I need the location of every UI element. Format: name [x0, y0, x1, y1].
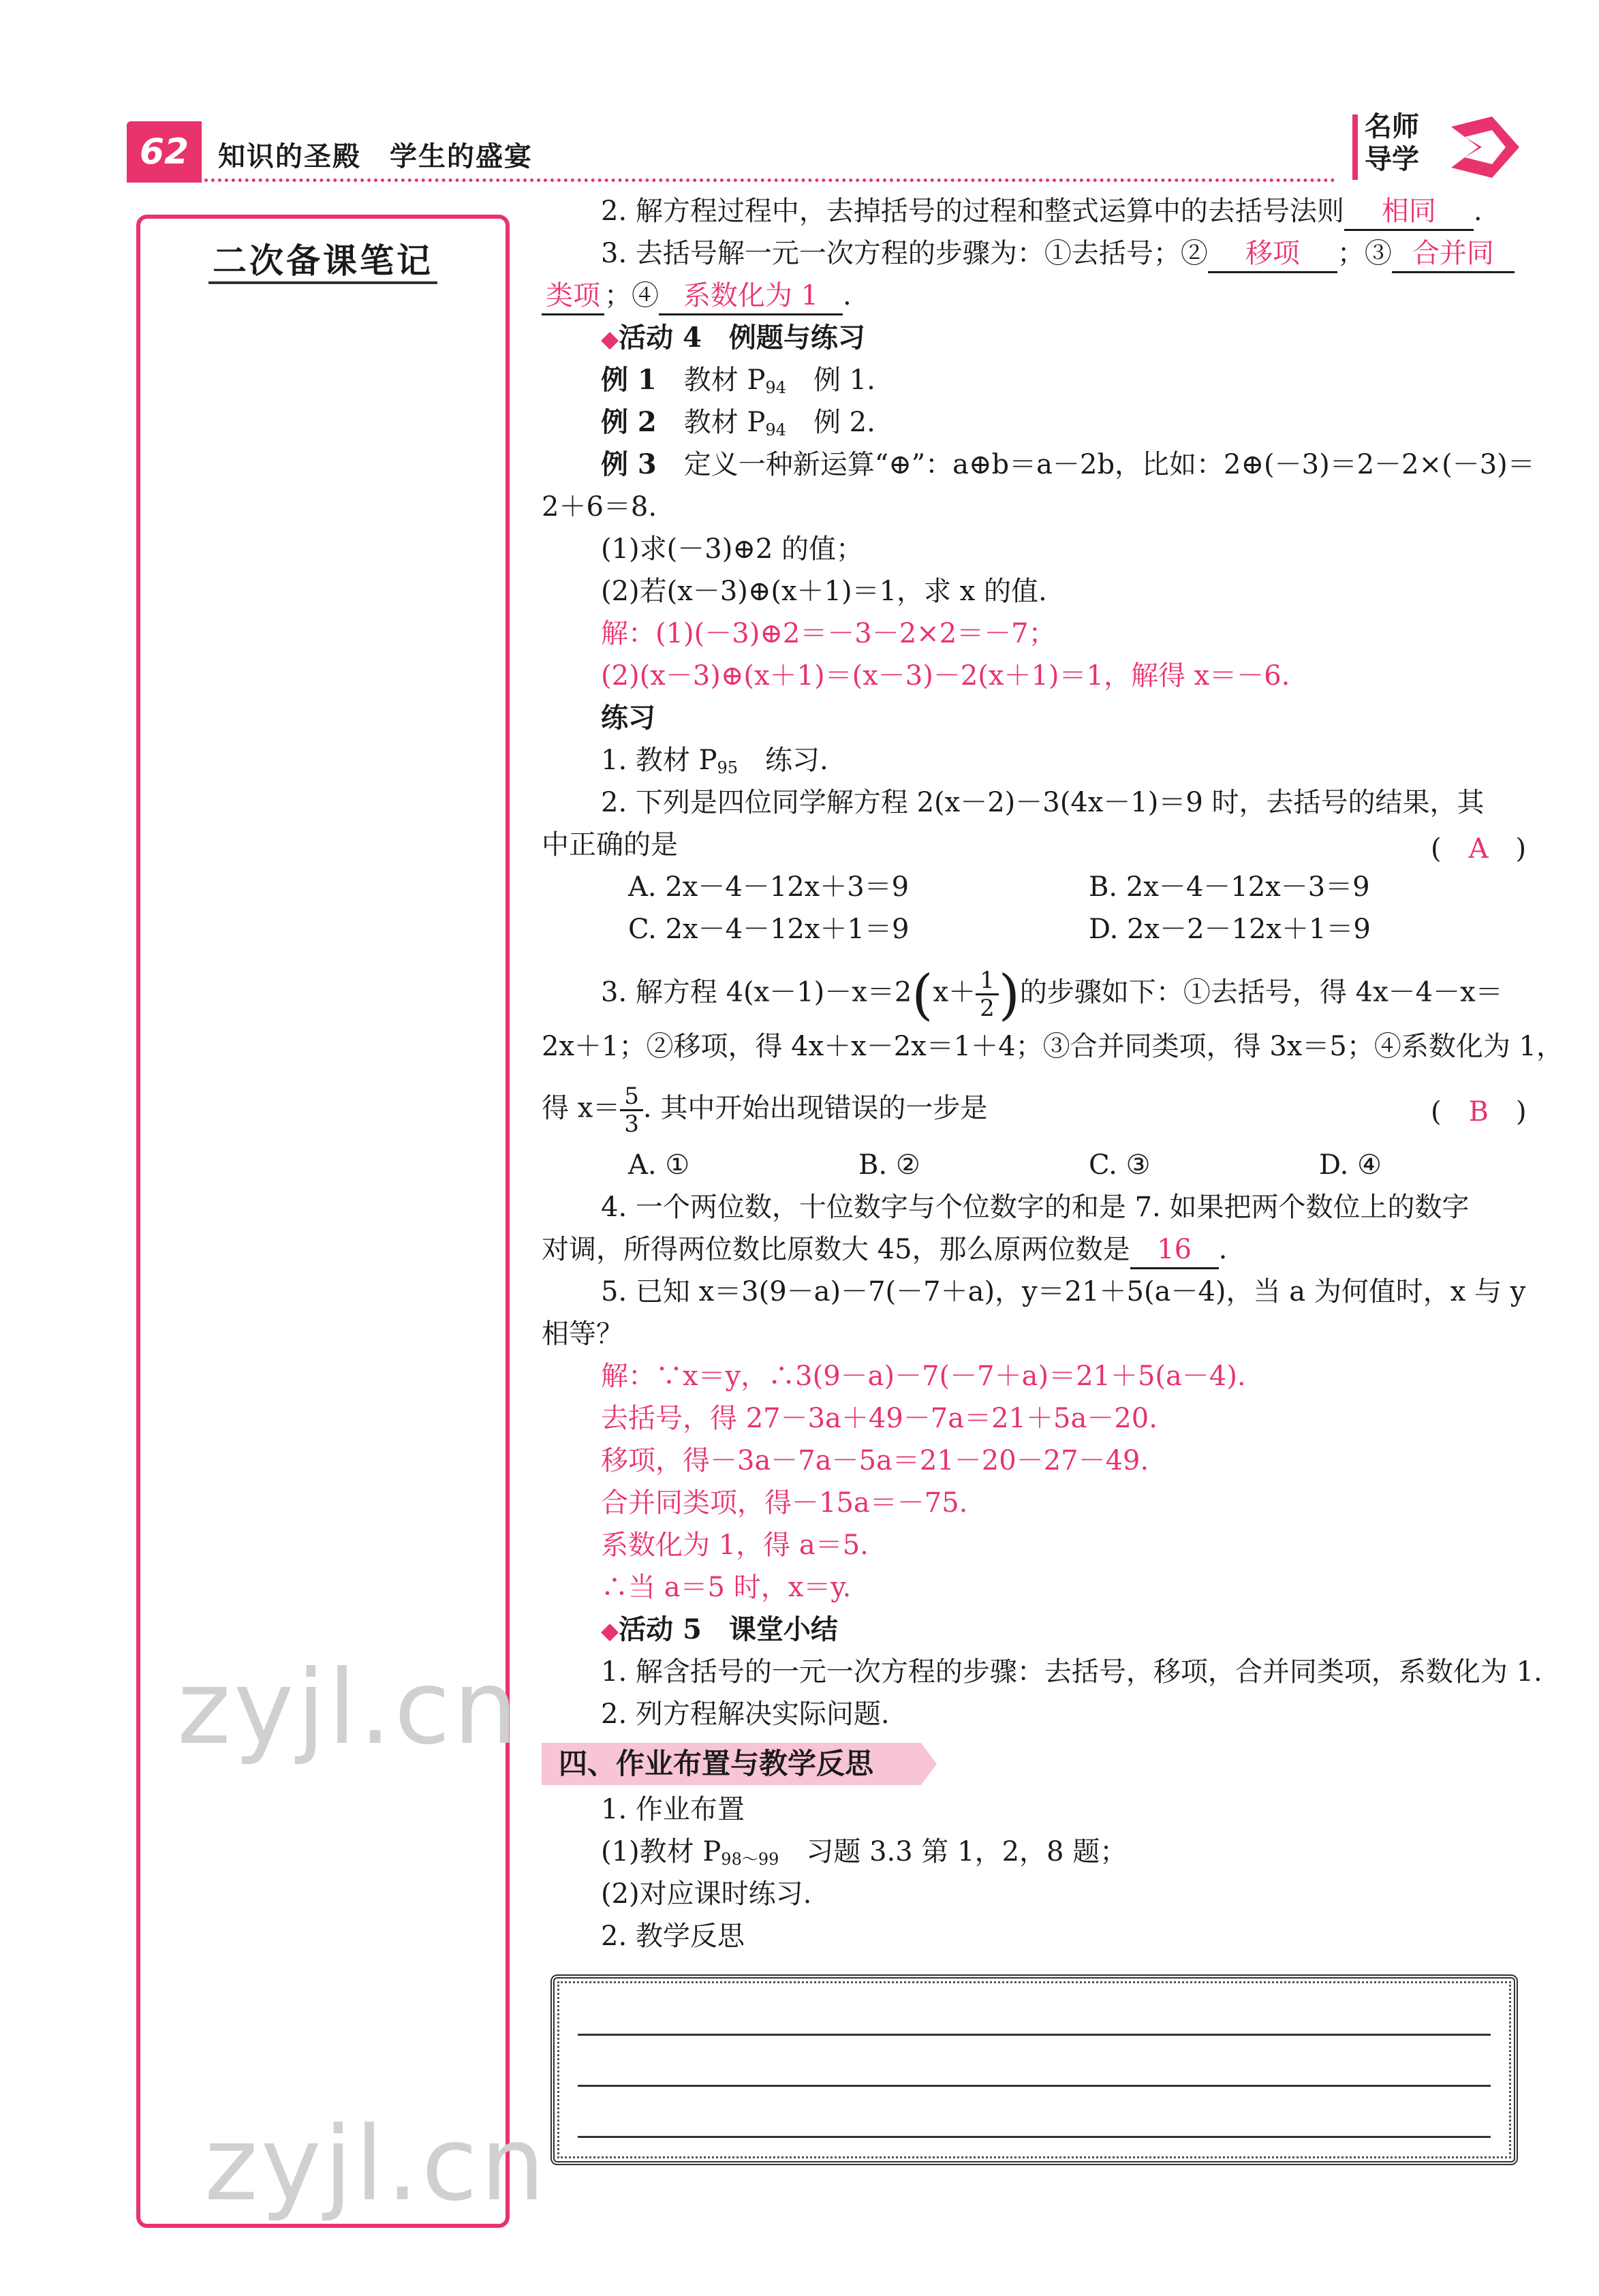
practice-heading: 练习 — [601, 702, 655, 734]
brand-line1: 名师 — [1365, 111, 1419, 142]
choice-d: D. 2x－2－12x＋1＝9 — [1089, 914, 1371, 945]
writing-line — [578, 2034, 1491, 2036]
practice-4-cont: 对调，所得两位数比原数大 45，那么原两位数是 16 . — [542, 1232, 1227, 1269]
practice-2-answer: ( A ) — [1431, 833, 1527, 865]
practice-3-line2: 2x＋1；②移项，得 4x＋x－2x＝1＋4；③合并同类项，得 3x＝5；④系数化为 1， — [542, 1031, 1564, 1062]
writing-line — [578, 2136, 1491, 2138]
blank-answer: 移项 — [1208, 236, 1337, 273]
watermark-2: zyjl.cn — [204, 2105, 548, 2224]
choice-b: B. 2x－4－12x－3＝9 — [1089, 871, 1370, 903]
choice-c: C. 2x－4－12x＋1＝9 — [628, 914, 910, 945]
homework-heading: 1. 作业布置 — [601, 1794, 745, 1825]
practice-3: 3. 解方程 4(x－1)－x＝2(x＋ $\frac{1}{2}$ )的步骤如下：①去括号，得 4x－4－x＝ — [601, 963, 1503, 1027]
diamond-icon: ◆ — [601, 1617, 619, 1645]
header-dotted-line — [204, 179, 1335, 182]
solution-line-5: 系数化为 1，得 a＝5. — [601, 1530, 869, 1561]
summary-1: 1. 解含括号的一元一次方程的步骤：去括号，移项，合并同类项，系数化为 1. — [601, 1656, 1542, 1688]
homework-item-1: (1)教材 $P_{98\sim 99}$ 习题 3.3 第 1，2，8 题； — [601, 1836, 1128, 1869]
practice-5: 5. 已知 x＝3(9－a)－7(－7＋a)，y＝21＋5(a－4)，当 a 为何值时，x 与 y — [601, 1276, 1526, 1307]
practice-3-answer: ( B ) — [1431, 1096, 1527, 1128]
blank-answer: 16 — [1130, 1232, 1219, 1269]
solution-line-3: 移项，得－3a－7a－5a＝21－20－27－49. — [601, 1445, 1149, 1476]
choice-d: D. ④ — [1319, 1149, 1382, 1181]
activity-4-heading: ◆活动 4 例题与练习 — [601, 322, 865, 354]
example-3-cont: 2＋6＝8. — [542, 491, 657, 523]
brand-line2: 导学 — [1365, 144, 1419, 175]
blank-answer: 类项 — [542, 278, 604, 315]
solution-line-4: 合并同类项，得－15a＝－75. — [601, 1487, 968, 1519]
page-number: 62 — [127, 121, 202, 183]
example-3-answer-1: 解：(1)(－3)⊕2＝－3－2×2＝－7； — [601, 618, 1056, 649]
practice-5-cont: 相等？ — [542, 1318, 623, 1350]
sidebar-title: 二次备课笔记 — [213, 241, 433, 281]
reflection-box-border — [557, 1981, 1511, 2158]
example-2: 例 2 教材 $P_{94}$ 例 2. — [601, 406, 875, 439]
practice-1: 1. 教材 $P_{95}$ 练习. — [601, 745, 828, 777]
writing-line — [578, 2085, 1491, 2087]
solution-line-2: 去括号，得 27－3a＋49－7a＝21＋5a－20. — [601, 1403, 1158, 1434]
summary-2: 2. 列方程解决实际问题. — [601, 1698, 890, 1730]
line-method-rule: 2. 解方程过程中，去掉括号的过程和整式运算中的去括号法则 相同 . — [601, 193, 1482, 231]
practice-2-cont: 中正确的是 — [542, 829, 678, 860]
line-steps: 3. 去括号解一元一次方程的步骤为：①去括号；② 移项 ；③ 合并同 — [601, 236, 1515, 273]
brand-logo — [1352, 109, 1530, 185]
choice-a: A. ① — [628, 1149, 690, 1181]
example-3-q1: (1)求(－3)⊕2 的值； — [601, 533, 863, 565]
header-slogan: 知识的圣殿 学生的盛宴 — [218, 140, 533, 172]
reflection-heading: 2. 教学反思 — [601, 1921, 745, 1952]
solution-line-1: 解：∵x＝y，∴3(9－a)－7(－7＋a)＝21＋5(a－4). — [601, 1361, 1246, 1392]
example-3-q2: (2)若(x－3)⊕(x＋1)＝1，求 x 的值. — [601, 576, 1047, 607]
brand-emblem-icon — [1444, 113, 1526, 181]
blank-answer: 相同 — [1344, 193, 1474, 231]
practice-3-line3: 得 x＝ $\frac{5}{3}$ . 其中开始出现错误的一步是 — [542, 1083, 988, 1138]
blank-answer: 系数化为 1 — [659, 278, 843, 315]
watermark-1: zyjl.cn — [177, 1649, 521, 1767]
section-4-title: 四、作业布置与教学反思 — [559, 1747, 874, 1780]
example-3: 例 3 定义一种新运算“⊕”：a⊕b＝a－2b，比如：2⊕(－3)＝2－2×(－3)＝ — [601, 448, 1535, 480]
line-steps-cont: 类项 ；④ 系数化为 1 . — [542, 278, 852, 315]
activity-5-heading: ◆活动 5 课堂小结 — [601, 1613, 838, 1645]
notes-sidebar — [136, 215, 510, 2228]
homework-item-2: (2)对应课时练习. — [601, 1878, 812, 1910]
sidebar-title-underline — [208, 281, 437, 284]
choice-a: A. 2x－4－12x＋3＝9 — [628, 871, 910, 903]
choice-b: B. ② — [858, 1149, 920, 1181]
practice-2: 2. 下列是四位同学解方程 2(x－2)－3(4x－1)＝9 时，去括号的结果，其 — [601, 787, 1485, 818]
practice-4: 4. 一个两位数，十位数字与个位数字的和是 7. 如果把两个数位上的数字 — [601, 1192, 1470, 1223]
example-1: 例 1 教材 $P_{94}$ 例 1. — [601, 364, 875, 397]
choice-c: C. ③ — [1089, 1149, 1151, 1181]
diamond-icon: ◆ — [601, 326, 619, 353]
blank-answer: 合并同 — [1392, 236, 1515, 273]
solution-line-6: ∴当 a＝5 时，x＝y. — [601, 1572, 852, 1603]
example-3-answer-2: (2)(x－3)⊕(x＋1)＝(x－3)－2(x＋1)＝1，解得 x＝－6. — [601, 660, 1290, 692]
